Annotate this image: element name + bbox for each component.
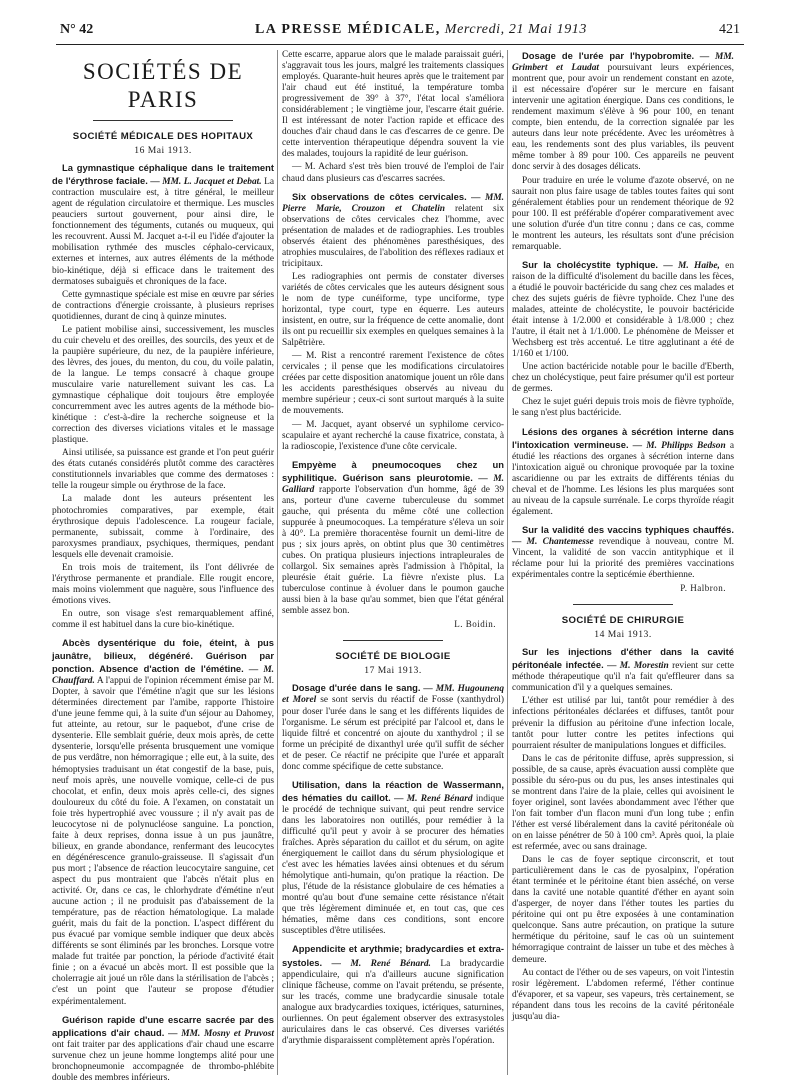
article-title: Appendicite et arythmie; bradycardies et extra-systoles. bbox=[282, 943, 504, 968]
article bbox=[512, 524, 734, 581]
article-author: — M. Chantemesse bbox=[512, 536, 594, 547]
article-title: Empyème à pneumocoques chez un syphilitique. Guérison sans pleurotomie. bbox=[282, 458, 504, 483]
section-date: 14 Mai 1913. bbox=[594, 629, 652, 641]
paragraph: En outre, son visage s'est remarquablement affiné, comme il est habituel dans la cure bio-kinétique. bbox=[52, 608, 274, 630]
paragraph: Ainsi utilisée, sa puissance est grande et l'on peut guérir des états cutanés considérés plutôt comme des caractères constitutionnels invariables que comme des dermatoses : telle la rougeur simple ou érythrose de la face. bbox=[52, 448, 274, 492]
page-number: 421 bbox=[719, 22, 740, 37]
article-author: — M. Morestin bbox=[607, 661, 669, 672]
article bbox=[282, 191, 504, 453]
column-divider bbox=[507, 50, 508, 1075]
paragraph: ont fait traiter par des applications d'air chaud une escarre survenue chez un jeune homme longtemps alité pour une bronchopneumonie accompagnée de thrombo-phlébite double des membres inférieurs. bbox=[52, 1039, 274, 1083]
separator-rule bbox=[343, 640, 443, 641]
article-title: Dosage d'urée dans le sang. bbox=[292, 682, 421, 694]
journal-title bbox=[255, 22, 587, 38]
column-divider bbox=[277, 50, 278, 1075]
article-title: Six observations de côtes cervicales. bbox=[292, 190, 467, 202]
paragraph: La bradycardie appendiculaire, qui n'a d'ailleurs aucune signification clinique fâcheuse, comme on l'avait prétendu, se présente, sur les tracés, comme une bradycardie sinusale totale analogue aux bradycardies toxiques, ictériques, saturnines, ourliennes. On peut également observer des extrasystoles auriculaires dans le cas observé. Ces diverses variétés d'arythmie disparaissent complètement après l'opération. bbox=[282, 958, 505, 1046]
article-title: Sur les injections d'éther dans la cavité péritonéale infectée. bbox=[512, 646, 734, 671]
article bbox=[512, 646, 734, 1023]
paragraph: — M. Achard s'est très bien trouvé de l'emploi de l'air chaud dans plusieurs cas d'escarres sacrées. bbox=[282, 162, 504, 184]
paragraph: relatent six observations de côtes cervicales chez l'homme, avec présentation de malades et de radiographies. Les troubles observés étaient des phénomènes paresthésiques, des atrophies musculaires, de l'abolition des réflexes radiaux et tricipitaux. bbox=[282, 203, 505, 269]
journal-name: LA PRESSE MÉDICALE, bbox=[255, 22, 441, 37]
paragraph: Dans le cas de foyer septique circonscrit, et tout particulièrement dans le cas de pyosalpinx, l'opération étant terminée et le péritoine étant bien asséché, on verse dans la cavité une notable quantité d'éther en ayant soin d'asperger, de noyer dans l'éther toutes les parties du péritoine qui ont pu être exposées à une contamination quelconque. Sans autre précaution, on pratique la suture hermétique du péritoine, sauf le cas où un suintement hémorragique contraint de laisser un tube et des mèches à demeure. bbox=[512, 855, 734, 965]
article-title: Abcès dysentérique du foie, éteint, à pus jaunâtre, bilieux, dégénéré. Guérison par ponction. Absence d'action de l'émétine. bbox=[52, 637, 274, 675]
article-author: — M. Haibe, bbox=[663, 260, 720, 271]
article-title: Sur la validité des vaccins typhiques chauffés. bbox=[522, 523, 734, 535]
paragraph: poursuivant leurs expériences, montrent que, pour avoir un rendement constant en azote, il est nécessaire d'opérer sur le mercure en faisant intervenir une agitation énergique. Dans ces conditions, le rendement maximum s'élève à 96 pour 100, en tenant compte, bien entendu, de la correction signalée par les auteurs dans leur note précédente. Avec les uréomètres à eau, les rendements sont des plus variables, ils peuvent même tomber à 89 pour 100. Ces appareils ne peuvent donc servir à des dosages délicats. bbox=[512, 63, 734, 173]
column-1 bbox=[52, 50, 275, 1083]
article-author: — M. Philipps Bedson bbox=[632, 440, 726, 451]
article bbox=[282, 682, 504, 772]
paragraph: Au contact de l'éther ou de ses vapeurs, on voit l'intestin rosir légèrement. L'abdomen refermé, l'éther continue d'évaporer, et sa vapeur, ses vapeurs, très certainement, se répandent dans tous les recoins de la cavité péritonéale jusqu'au dia- bbox=[512, 967, 734, 1022]
paragraph: en raison de la difficulté d'isolement du bacille dans les fèces, a étudié le pouvoir bactéricide du sang chez ces malades et chez des sujets guéris de fièvre typhoïde. Chez l'une des malades, atteinte de cholécystite, le pouvoir bactéricide était intense à 1/2.000 et considérable à 1/8.000 ; chez l'autre, il était net à 1/1.000. Le phénomène de Meisser et Wechsberg est très accentué. Le titre agglutinant a été de 1/160 et 1/100. bbox=[512, 260, 735, 360]
article bbox=[282, 779, 504, 938]
paragraph: Pour traduire en urée le volume d'azote observé, on ne saurait non plus faire usage de tables toutes faites qui sont généralement établies pour un rendement théorique de 92 pour 100. Il est préférable d'opérer comparativement avec une solution d'urée d'un titre connu ; dans ce cas, comme le montrent les auteurs, les résultats sont d'une précision remarquable. bbox=[512, 175, 734, 252]
paragraph: L'éther est utilisé par lui, tantôt pour remédier à des infections péritonéales déclarées et diffuses, tantôt pour prévenir la diffusion au péritoine d'une infection locale, tantôt pour lutter contre les petites infections qui pourraient résulter de manipulations longues et difficiles. bbox=[512, 696, 734, 751]
paragraph: La malade dont les auteurs présentent les photochromies comparatives, par exemple, était érythrosique depuis l'adolescence. La rougeur faciale, permanente, subissait, comme à l'ordinaire, des paroxysmes prandiaux, psychiques, thermiques, pendant lesquels elle devenait cramoisie. bbox=[52, 494, 274, 560]
title-rule bbox=[93, 120, 233, 121]
article bbox=[52, 162, 274, 631]
article bbox=[512, 426, 734, 518]
paragraph: rapporte l'observation d'un homme, âgé de 39 ans, porteur d'une caverne tuberculeuse du sommet gauche, qui présenta du même côté une collection suppurée à pneumocoques. La température s'éleva un soir à 40°. La première thoracentèse fournit un demi-litre de pus ; six jours après, on obtint plus que 30 centimètres cubes. On pratiqua plusieurs injections intrapleurales de collargol. Six semaines après l'admission à l'hôpital, la pleurésie était guérie. La fièvre n'existe plus. La tuberculose continue à évoluer dans le poumon gauche aussi bien à la base qu'au sommet, bien que l'état général semble assez bon. bbox=[282, 484, 505, 617]
article-title: Lésions des organes à sécrétion interne dans l'intoxication vermineuse. bbox=[512, 425, 734, 450]
paragraph: En trois mois de traitement, ils l'ont délivrée de l'érythrose permanente et prandiale. Elle rougit encore, mais moins violemment que naguère, sous l'influence des émotions vives. bbox=[52, 562, 274, 606]
section-date: 16 Mai 1913. bbox=[134, 145, 192, 157]
article-author: — MM. Mosny et Pruvost bbox=[168, 1028, 274, 1039]
header-rule bbox=[56, 44, 744, 45]
column-2 bbox=[282, 50, 504, 1075]
article bbox=[282, 459, 504, 618]
masthead bbox=[0, 0, 800, 44]
article-author: — MM. L. Jacquet et Debat. bbox=[150, 177, 262, 188]
issue-date: Mercredi, 21 Mai 1913 bbox=[440, 22, 588, 37]
paragraph: revendique à nouveau, contre M. Vincent, la validité de son vaccin antityphique et il réclame pour lui la priorité des premières vaccinations expérimentales contre la septicémie éberthienne. bbox=[512, 536, 735, 581]
section-title: SOCIÉTÉ DE CHIRURGIE bbox=[561, 615, 685, 627]
article bbox=[512, 259, 734, 420]
article bbox=[52, 1014, 274, 1084]
paragraph: — M. Jacquet, ayant observé un syphilome cervico-scapulaire et ayant recherché la cause fixatrice, constata, à la radioscopie, l'existence d'une côte cervicale. bbox=[282, 419, 504, 452]
section-title: SOCIÉTÉ MÉDICALE DES HOPITAUX bbox=[72, 131, 254, 142]
article-author: — MM. Pierre Marie, Crouzon et Chatelin bbox=[282, 192, 505, 214]
article-author: — M. René Bénard. bbox=[331, 958, 431, 969]
paragraph: A l'appui de l'opinion récemment émise par M. Dopter, à savoir que l'émétine n'agit que sur les lésions déterminées directement par l'amibe, rapporte l'histoire d'une jeune femme qui, à la suite d'un séjour au Dahomey, fut atteinte, au retour, sur le paquebot, d'une crise de dysenterie. Elle semblait guérie, deux mois après, de cette dysenterie, lorsqu'elle présenta brusquement une vomique de pus verdâtre, non hémorragique ; elle eut, à la suite, des hémoptysies traduisant un état congestif de la base, puis, neuf mois après, une nouvelle vomique, celle-ci de pus chocolat, et enfin, deux mois après celle-ci, des signes douloureux du côté du foie. A l'examen, on constatait un foie très hypertrophié avec voussure ; il n'y avait pas de leucocytose ni de polynucléose sanguine. La ponction, faite à deux reprises, donna issue à un pus jaunâtre, bilieux, en grande abondance, renfermant des leucocytes en dégénérescence granulo-graisseuse. Il s'agissait d'un pus mort ; l'absence de réaction leucocytaire sanguine, cet aspect du pus montraient que l'abcès n'était plus en activité. Or, dans ce cas, le chlorhydrate d'émétine n'eut aucune action ; il ne produisit pas d'abaissement de la température, pas de réaction hématologique. La malade guérit, mais du fait de la ponction. L'aspect différent du pus évacué par vomique semble indiquer que deux abcès différents se sont éliminés par les bronches. Lorsque votre malade fut traitée par ponction, la période d'activité était finie ; on a évacué un abcès mort. Il est possible que la cholerragie ait joué un rôle dans la stérilisation de l'abcès ; c'est un point que l'auteur se propose d'étudier expérimentalement. bbox=[52, 676, 274, 1007]
paragraph: Chez le sujet guéri depuis trois mois de fièvre typhoïde, le sang n'est plus bactéricide. bbox=[512, 397, 734, 419]
section-title: SOCIÉTÉ DE BIOLOGIE bbox=[335, 651, 451, 663]
paragraph: se sont servis du réactif de Fosse (xanthydrol) pour doser l'urée dans le sang et les différents liquides de l'organisme. Le sérum est précipité par l'alcool et, dans le liquide filtré et concentré on ajoute du xanthydrol ; il se forme un précipité de dixanthyl urée qu'il suffit de sécher et de peser. Ce réactif ne précipite que l'urée et apparaît donc comme spécifique de cette substance. bbox=[282, 695, 504, 772]
paragraph: revient sur cette méthode thérapeutique qu'il n'a fait qu'effleurer dans sa communication d'il y a quelques semaines. bbox=[512, 661, 735, 694]
article-author: — MM. Grimbert et Laudat bbox=[512, 52, 734, 74]
issue-number: N° 42 bbox=[60, 22, 94, 37]
paragraph: Cette gymnastique spéciale est mise en œuvre par séries de contractions d'énergie croissante, à plusieurs reprises quotidiennes, durant de cinq à quinze minutes. bbox=[52, 289, 274, 322]
article-author: — M. Galliard bbox=[282, 473, 504, 495]
article-title: Utilisation, dans la réaction de Wassermann, des hématies du caillot. bbox=[282, 778, 504, 803]
article-title: Sur la cholécystite typhique. bbox=[522, 258, 659, 270]
paragraph: Cette escarre, apparue alors que le malade paraissait guéri, s'aggravait tous les jours, malgré les traitements classiques employés. Quarante-huit heures après que le traitement par l'air chaud eut été institué, la température tomba progressivement de 39° à 37°, l'état local s'améliora considérablement ; le vingtième jour, l'escarre était guérie. Il est intéressant de noter l'action rapide et efficace des douches d'air chaud dans le cas d'escarres de ce genre. De cette intervention thérapeutique dépendra souvent la vie des malades, toujours la rapidité de leur guérison. bbox=[282, 50, 504, 160]
article-title: La gymnastique céphalique dans le traitement de l'érythrose faciale. bbox=[52, 162, 274, 187]
article bbox=[282, 943, 504, 1046]
paragraph: Les radiographies ont permis de constater diverses variétés de côtes cervicales que les auteurs désignent sous le nom de type cunéiforme, type unciforme, type horizontal, type court, type en équerre. Les auteurs insistent, en outre, sur la fréquence de cette anomalie, dont ils ont pu recueillir six exemples en quelques semaines à la Salpêtrière. bbox=[282, 271, 504, 349]
signature: L. Boidin. bbox=[454, 619, 496, 630]
article-title: Guérison rapide d'une escarre sacrée par des applications d'air chaud. bbox=[52, 1013, 274, 1038]
paragraph: Le patient mobilise ainsi, successivement, les muscles du cuir chevelu et des oreilles, des sourcils, des yeux et de la paupière supérieure, du nez, de la paupière inférieure, des lèvres, des joues, du menton, du cou, du voile palatin, de la langue. Le temps consacré à chaque groupe musculaire varie naturellement suivant les cas. La gymnastique céphalique doit toujours être employée concurremment avec les autres agents de la méthode bio-kinétique : c'est-à-dire la recherche soigneuse et la correction des diverses viciations vitales et le massage plastique. bbox=[52, 324, 274, 446]
paragraph: Une action bactéricide notable pour le bacille d'Eberth, chez un cholécystique, peut faire présumer qu'il est porteur de germes. bbox=[512, 362, 734, 395]
article bbox=[52, 637, 274, 1008]
article-title: Dosage de l'urée par l'hypobromite. bbox=[522, 50, 695, 61]
paragraph: Dans le cas de péritonite diffuse, après suppression, si possible, de sa cause, après évacuation aussi complète que possible du séro-pus ou du pus, les anses intestinales qui se montrent dans l'aire de la plaie, celles qui avoisinent le foyer originel, sont lavées abondamment avec l'éther que l'on fait tomber d'un flacon muni d'un long tube ; enfin l'éther est versé libéralement dans la cavité péritonéale où on en laisse pénétrer de 50 à 100 cm³. Après quoi, la plaie est refermée, avec ou sans drainage. bbox=[512, 753, 734, 853]
page-title: SOCIÉTÉS DE PARIS bbox=[82, 59, 244, 112]
column-3 bbox=[512, 50, 734, 1075]
paragraph: La contraction musculaire est, à titre général, le meilleur agent de régulation circulatoire et thermique. Les muscles peauciers surtout gouvernent, pour ainsi dire, le fonctionnement des téguments, cutanés ou muqueux, qui les recouvrent. Aussi M. Jacquet a-t-il eu l'idée d'ajouter la mobilisation rythmée des muscles céphalo-cervicaux, externes et internes, aux autres éléments de la méthode bio-kinétique, déjà si efficace dans le traitement des dermatoses subaiguës et chroniques de la face. bbox=[52, 177, 275, 287]
article bbox=[512, 50, 734, 253]
paragraph: a étudié les réactions des organes à sécrétion interne dans l'intoxication aiguë ou chronique provoquée par la toxine ascaridienne ou par les extraits de différents ténias du cheval et de l'homme. Les lésions les plus marquées sont au niveau de la capsule surrénale. Le corps thyroïde réagit également. bbox=[512, 440, 735, 517]
article-author: — M. René Bénard bbox=[394, 793, 473, 804]
section-date: 17 Mai 1913. bbox=[364, 665, 422, 677]
article-author: — M. Chauffard. bbox=[52, 665, 274, 687]
separator-rule bbox=[573, 604, 673, 605]
paragraph: indique le procédé de technique suivant, qui peut rendre service dans les laboratoires non outillés, pour remédier à la difficulté qu'il peut y avoir à se procurer des hématies fraîches. Après séparation du caillot et du sérum, on agite énergiquement le caillot dans du sérum physiologique et c'est avec les hématies lavées ainsi obtenues et du sérum hémolytique anti-humain, qu'on pratique la réaction. De plus, l'étude de la résistance globulaire de ces hématies a montré qu'au bout d'une semaine cette résistance n'était que très légèrement diminuée et, en tout cas, que ces hématies, même dans ces conditions, sont encore susceptibles d'être utilisées. bbox=[282, 793, 505, 937]
article-author: — MM. Hugounenq et Morel bbox=[282, 684, 505, 706]
signature: P. Halbron. bbox=[680, 583, 726, 594]
paragraph: — M. Rist a rencontré rarement l'existence de côtes cervicales ; il pense que les modifications circulatoires créées par cette disposition anatomique jouent un rôle dans les accidents paresthésiques observés au niveau du membre supérieur ; ceux-ci sont surtout marqués à la suite de mouvements. bbox=[282, 351, 504, 417]
